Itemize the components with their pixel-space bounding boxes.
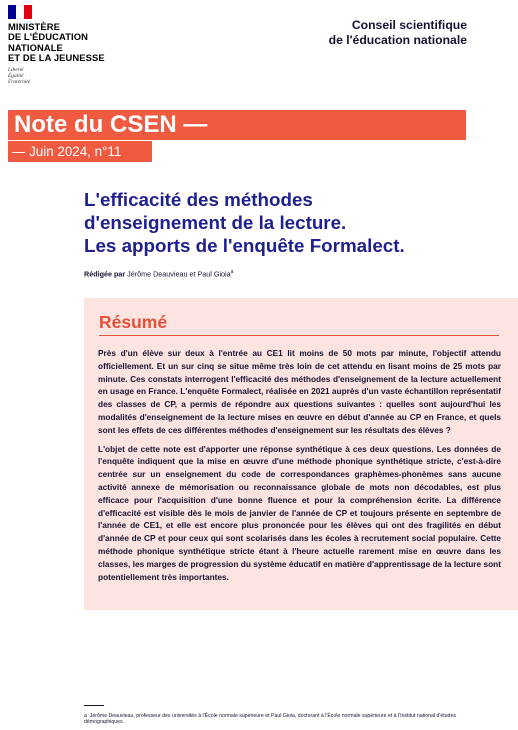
authors-line xyxy=(84,269,233,278)
french-flag-icon xyxy=(8,5,32,19)
council-name: Conseil scientifique de l'éducation nationale xyxy=(328,18,467,47)
issue-date: — Juin 2024, n°11 xyxy=(12,144,122,159)
footnote-divider xyxy=(84,705,104,706)
footnote xyxy=(84,713,484,726)
authors-names: Jérôme Deauvieau et Paul Gioia xyxy=(127,269,231,279)
summary-divider xyxy=(99,335,499,336)
note-banner xyxy=(8,110,466,140)
article-title: L'efficacité des méthodes d'enseignement de la lecture. Les apports de l'enquête Formalect. xyxy=(84,189,405,256)
footnote-ref: a xyxy=(230,269,234,275)
republic-logo xyxy=(8,5,128,86)
authors-label: Rédigée par xyxy=(84,269,126,279)
footnote-text: Jérôme Deauvieau, professeur des universités à l'École normale supérieure et Paul Gioia, doctorant à l'École normale supérieure et à l'Institut national d'études démographiques. xyxy=(84,713,456,726)
summary-box xyxy=(84,298,518,610)
summary-paragraph: Près d'un élève sur deux à l'entrée au CE1 lit moins de 50 mots par minute, l'objectif attendu officiellement. Et un sur cinq se situe même très loin de cet attendu en lisant moins de 25 mots par minute. Ces constats interrogent l'efficacité des méthodes d'enseignement de la lecture actuellement en usage en France. L'enquête Formalect, réalisée en 2021 auprès d'un vaste échantillon représentatif des classes de CP, a permis de répondre aux questions suivantes : quelles sont aujourd'hui les modalités d'enseignement de la lecture mises en œuvre en début d'année au CP en France, et quels sont les effets de ces différentes méthodes d'enseignement sur les résultats des élèves ? xyxy=(98,348,501,435)
summary-paragraph: L'objet de cette note est d'apporter une réponse synthétique à ces deux questions. Les données de l'enquête indiquent que la mise en œuvre d'une méthode phonique synthétique stricte, c'est-à-dire centrée sur un enseignement du code de correspondances graphèmes-phonèmes sans aucune activité annexe de mémorisation ou reconnaissance globale de mots non décodables, est plus efficace pour l'acquisition d'une bonne fluence et pour la compréhension écrite. La différence d'efficacité est visible dès le mois de janvier de l'année de CP et toujours présente en septembre de l'année de CE1, et elle est encore plus prononcée pour les élèves qui ont des fragilités en début d'année de CP et pour ceux qui sont scolarisés dans les écoles à recrutement social populaire. Cette méthode phonique synthétique stricte étant à l'heure actuelle rarement mise en œuvre dans les classes, les marges de progression du système éducatif en matière d'apprentissage de la lecture sont potentiellement très importantes. xyxy=(98,443,501,582)
issue-banner xyxy=(8,141,152,162)
summary-body xyxy=(98,347,501,583)
ministry-name: MINISTÈRE DE L'ÉDUCATION NATIONALE ET DE LA JEUNESSE xyxy=(8,21,105,64)
republic-motto: Liberté Égalité Fraternité xyxy=(8,66,31,86)
banner-title: Note du CSEN — xyxy=(14,111,208,138)
footnote-mark: a xyxy=(84,713,87,719)
summary-heading: Résumé xyxy=(99,312,168,332)
